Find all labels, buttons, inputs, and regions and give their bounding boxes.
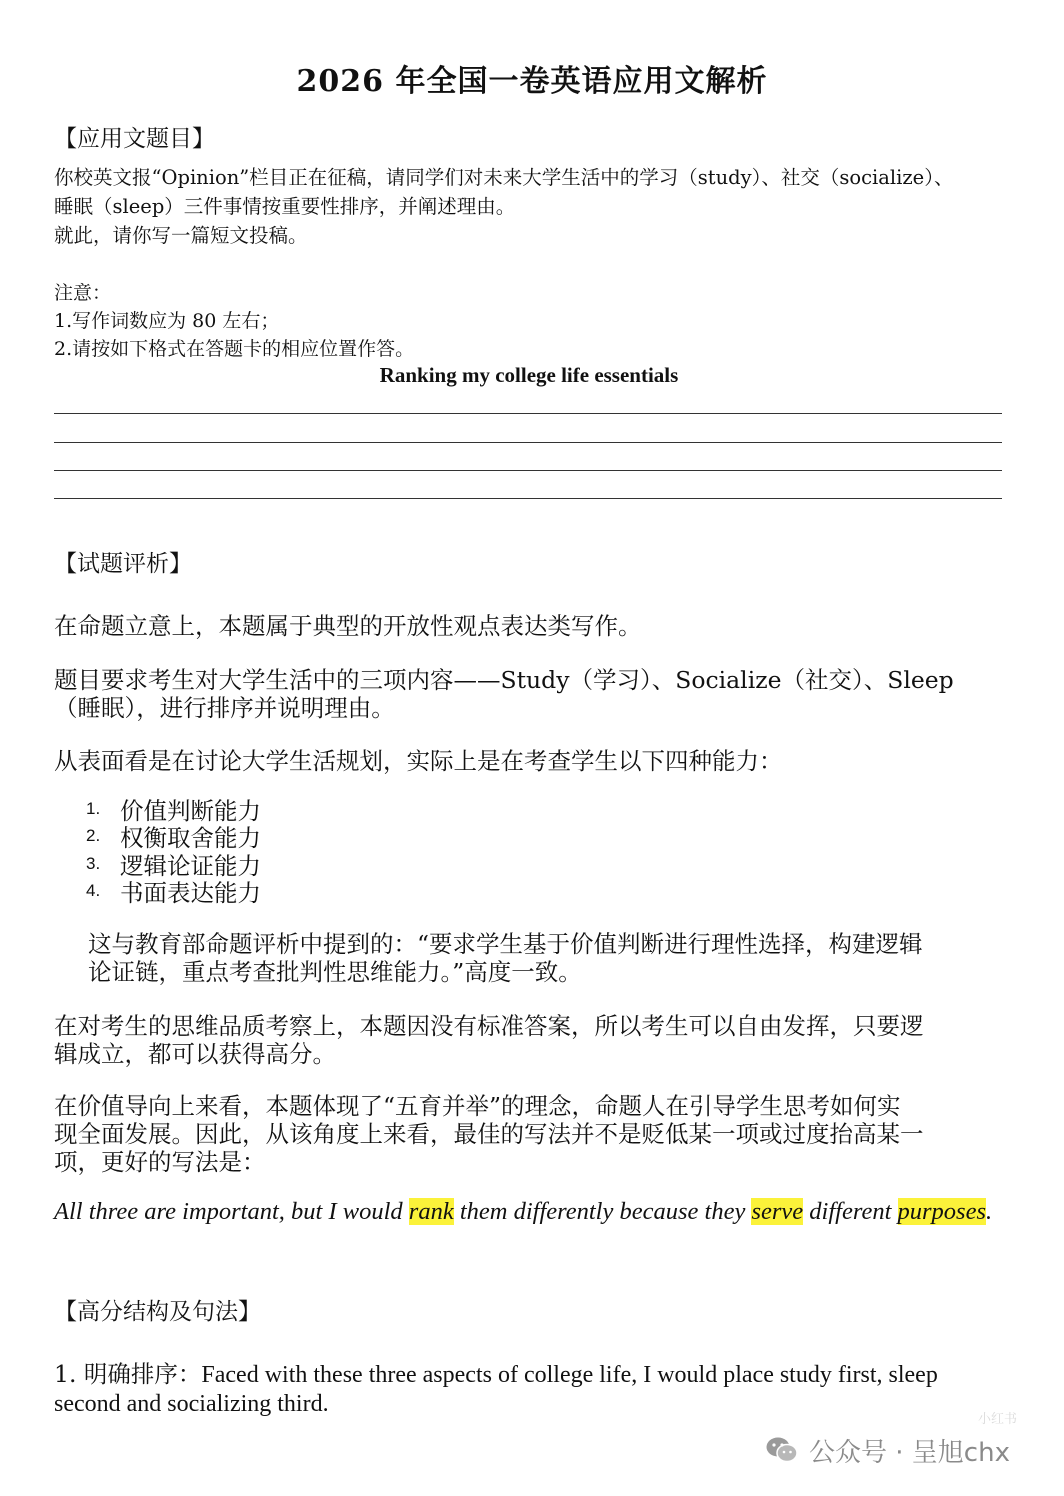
list-number: 3.: [86, 853, 101, 873]
paragraph-line: 现全面发展。因此，从该角度上来看，最佳的写法并不是贬低某一项或过度抬高某一: [54, 1120, 924, 1148]
sentence-text: them differently because they: [453, 1198, 752, 1225]
list-number: 4.: [86, 881, 101, 901]
paragraph-line: 项，更好的写法是：: [54, 1148, 266, 1176]
list-text: 权衡取舍能力: [120, 824, 261, 853]
section-heading-question: 【应用文题目】: [54, 126, 215, 152]
notes-block: [54, 279, 1014, 363]
paragraph-line: 论证链，重点考查批判性思维能力。”高度一致。: [88, 958, 582, 986]
list-text: 逻辑论证能力: [120, 851, 261, 880]
paragraph-line: 辑成立，都可以获得高分。: [54, 1040, 336, 1068]
list-text: 书面表达能力: [120, 879, 261, 908]
prompt-line: 你校英文报“Opinion”栏目正在征稿，请同学们对未来大学生活中的学习（study）、社交（socialize）、: [54, 166, 954, 189]
answer-line: [54, 413, 1002, 414]
notes-label: 注意：: [54, 282, 112, 304]
point-text: Faced with these three aspects of college life, I would place study first, sleep second and socializing third.: [54, 1362, 938, 1417]
structure-point-1: [54, 1360, 1006, 1418]
essay-title: Ranking my college life essentials: [379, 363, 679, 387]
faint-logo-watermark: 小红书: [978, 1412, 1018, 1427]
document-title: 2026 年全国一卷英语应用文解析: [296, 64, 768, 99]
note-item: 2.请按如下格式在答题卡的相应位置作答。: [54, 338, 415, 360]
paragraph-line: 在对考生的思维品质考察上，本题因没有标准答案，所以考生可以自由发挥，只要逻: [54, 1012, 924, 1040]
answer-line: [54, 498, 1002, 499]
analysis-paragraph-3: 从表面看是在讨论大学生活规划，实际上是在考查学生以下四种能力：: [54, 747, 783, 775]
list-number: 1.: [86, 798, 101, 818]
sentence-text: different: [803, 1198, 898, 1225]
model-sentence: [54, 1198, 1006, 1226]
sentence-text: All three are important, but I would: [54, 1198, 409, 1225]
analysis-paragraph-4: [54, 1012, 1006, 1068]
question-prompt: [54, 163, 1014, 250]
highlighted-word: serve: [751, 1198, 804, 1225]
answer-line: [54, 442, 1002, 443]
highlighted-word: purposes: [897, 1198, 986, 1225]
analysis-paragraph-5: [54, 1092, 1006, 1176]
paragraph-line: 题目要求考生对大学生活中的三项内容——Study（学习）、Socialize（社交）、Sleep: [54, 666, 954, 694]
analysis-paragraph-2: [54, 666, 1006, 722]
point-label: 1. 明确排序：: [54, 1360, 202, 1388]
paragraph-line: （睡眠），进行排序并说明理由。: [54, 694, 395, 722]
ministry-quote-paragraph: [88, 930, 1006, 986]
analysis-paragraph-1: 在命题立意上，本题属于典型的开放性观点表达类写作。: [54, 612, 642, 640]
section-heading-analysis: 【试题评析】: [54, 551, 192, 577]
section-heading-structure: 【高分结构及句法】: [54, 1299, 261, 1325]
prompt-line: 睡眠（sleep）三件事情按重要性排序，并阐述理由。: [54, 195, 516, 218]
paragraph-line: 这与教育部命题评析中提到的：“要求学生基于价值判断进行理性选择，构建逻辑: [88, 930, 923, 958]
paragraph-line: 在价值导向上来看，本题体现了“五育并举”的理念，命题人在引导学生思考如何实: [54, 1092, 901, 1120]
abilities-list: [86, 795, 261, 908]
watermark-text: 公众号 · 呈旭chx: [809, 1437, 1010, 1468]
wechat-watermark: [765, 1430, 1010, 1470]
wechat-icon: [765, 1435, 799, 1465]
note-item: 1.写作词数应为 80 左右；: [54, 310, 280, 332]
list-number: 2.: [86, 826, 101, 846]
highlighted-word: rank: [408, 1198, 454, 1225]
list-text: 价值判断能力: [120, 796, 261, 825]
prompt-line: 就此，请你写一篇短文投稿。: [54, 224, 308, 247]
answer-line: [54, 470, 1002, 471]
list-item: [86, 878, 261, 906]
sentence-text: .: [986, 1198, 993, 1225]
